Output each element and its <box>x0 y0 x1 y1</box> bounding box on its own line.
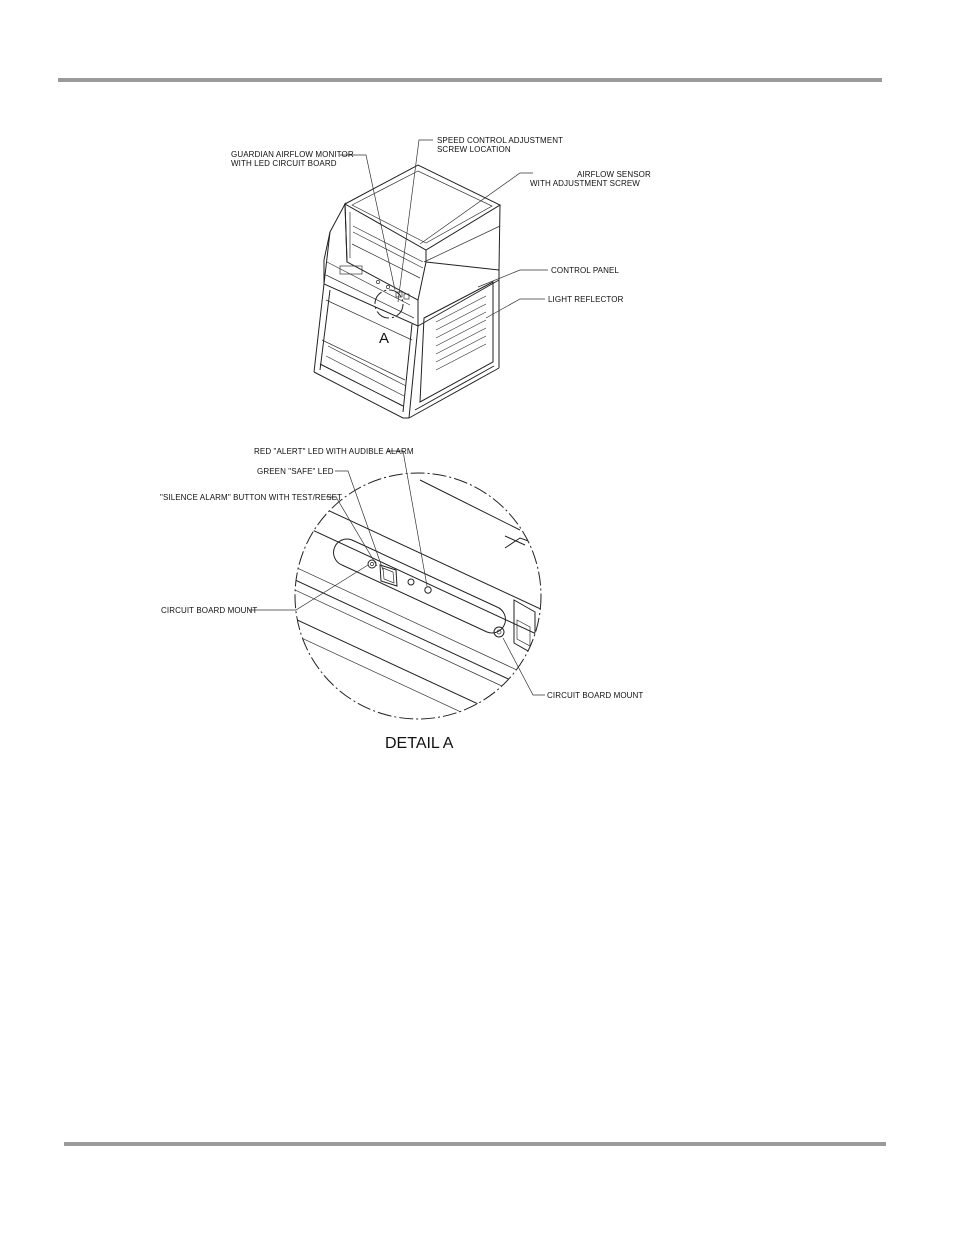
label-guardian-2: WITH LED CIRCUIT BOARD <box>231 159 337 168</box>
red-alert-led <box>425 587 431 593</box>
detail-a-title: DETAIL A <box>385 735 454 752</box>
leader-sensor <box>420 173 533 244</box>
label-guardian-1: GUARDIAN AIRFLOW MONITOR <box>231 150 354 159</box>
label-sensor-2: WITH ADJUSTMENT SCREW <box>530 179 640 188</box>
leader-speed <box>398 140 433 302</box>
light-reflector-panel <box>420 282 493 402</box>
leader-red-led <box>335 471 383 570</box>
footer-rule <box>64 1142 886 1146</box>
filter-top <box>352 171 492 243</box>
green-safe-led <box>408 579 414 585</box>
label-speed-2: SCREW LOCATION <box>437 145 511 154</box>
label-red-led: RED "ALERT" LED WITH AUDIBLE ALARM <box>254 447 414 456</box>
label-light-reflector: LIGHT REFLECTOR <box>548 295 624 304</box>
label-green-led: GREEN "SAFE" LED <box>257 467 334 476</box>
leader-mount-left <box>249 565 368 610</box>
label-mount-left: CIRCUIT BOARD MOUNT <box>161 606 258 615</box>
detail-a-marker: A <box>379 330 390 347</box>
circuit-board-mount-left <box>368 560 376 568</box>
label-sensor-1: AIRFLOW SENSOR <box>577 170 651 179</box>
leader-light-reflector <box>486 299 545 318</box>
label-speed-1: SPEED CONTROL ADJUSTMENT <box>437 136 564 145</box>
label-control-panel: CONTROL PANEL <box>551 266 619 275</box>
front-panel <box>324 204 418 326</box>
detail-a-drawing <box>160 447 643 758</box>
detail-a-boundary <box>295 473 541 719</box>
label-mount-right: CIRCUIT BOARD MOUNT <box>547 691 644 700</box>
label-silence-button: "SILENCE ALARM" BUTTON WITH TEST/RESET <box>160 493 343 502</box>
enclosure-drawing <box>231 136 651 418</box>
